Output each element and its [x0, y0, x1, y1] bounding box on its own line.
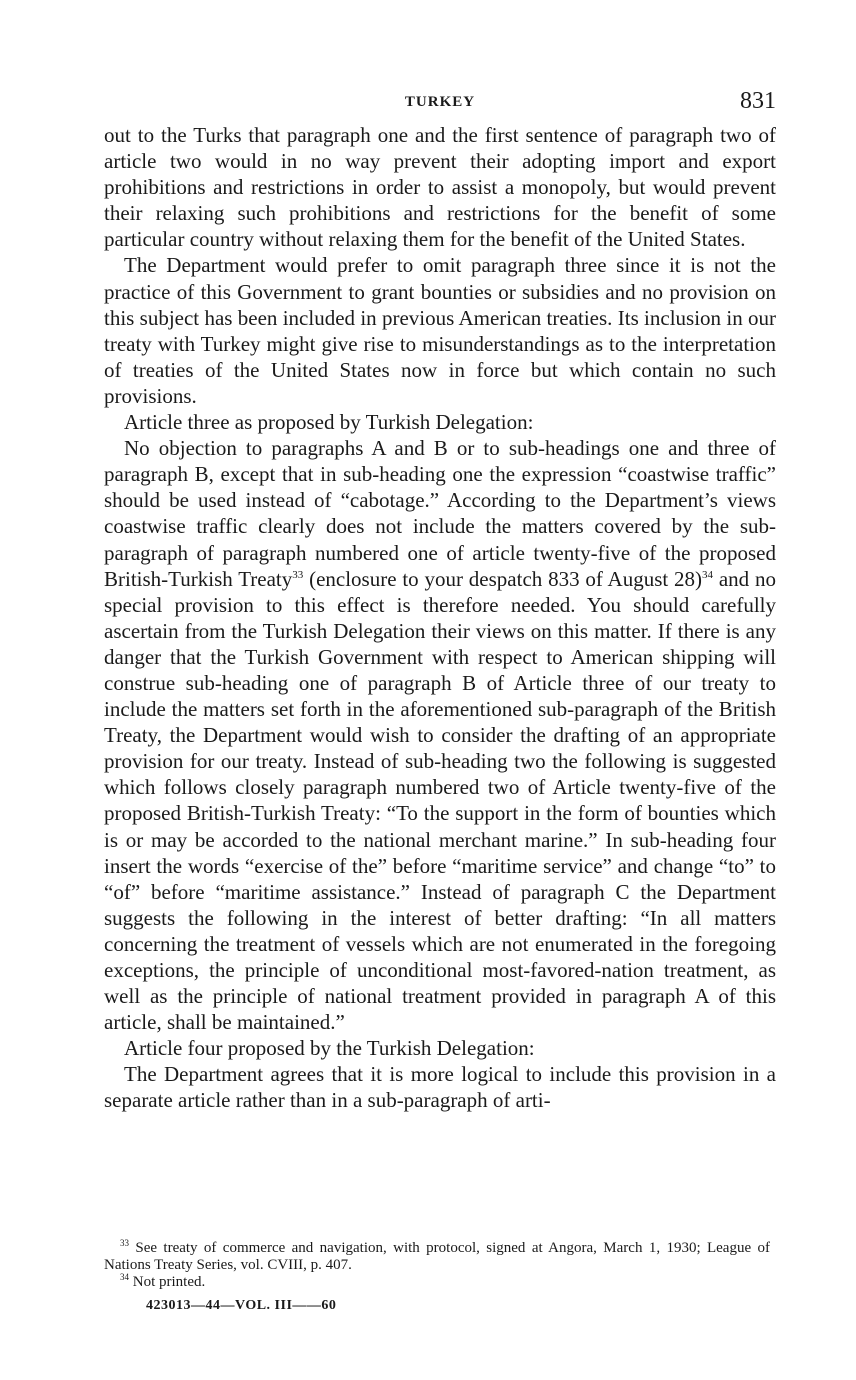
footnote-ref-34: 34: [702, 568, 714, 581]
footnote-34-text: Not printed.: [129, 1274, 206, 1290]
paragraph-paragraph-three: The Department would prefer to omit paragraph three since it is not the practice of this Government to grant bounties or subsidies and no provision on this subject has been included in previous American treaties. Its inclusion in our treaty with Turkey might give rise to misunderstandings as to the interpretation of treaties of the United States now in force but which contain no such provisions.: [104, 253, 776, 408]
footnote-33: [104, 1240, 770, 1274]
paragraph-article-four-heading: Article four proposed by the Turkish Delegation:: [124, 1036, 535, 1061]
running-head: TURKEY: [404, 94, 476, 110]
footnote-34: [104, 1274, 770, 1291]
paragraph-continuation: out to the Turks that paragraph one and the first sentence of paragraph two of article two would in no way prevent their adopting import and export prohibitions and restrictions in order to assist a monopoly, but would prevent their relaxing such prohibitions and restrictions for the benefit of some particular country without relaxing them for the benefit of the United States.: [104, 123, 776, 252]
article-three-text-part-1: No objection to paragraphs A and B or to sub-headings one and three of paragraph B, except that in sub-heading one the expression “coastwise traffic” should be used instead of “cabotage.” According to the Department’s views coastwise traffic clearly does not include the matters covered by the sub-paragraph of paragraph numbered one of article twenty-five of the proposed British-Turkish Treaty: [104, 436, 776, 591]
paragraph-article-three-body: [104, 435, 776, 1035]
body-text: [104, 122, 776, 1114]
page-header: [104, 88, 776, 122]
footnote-marker-34: 34: [120, 1272, 129, 1282]
page-number: 831: [740, 88, 776, 114]
article-three-text-part-2: (enclosure to your despatch 833 of August 28): [303, 566, 703, 591]
footnote-ref-33: 33: [292, 568, 304, 581]
article-three-text-part-3: and no special provision to this effect is therefore needed. You should carefully ascertain from the Turkish Delegation their views on this matter. If there is any danger that the Turkish Government with respect to American shipping will construe sub-heading one of paragraph B of Article three of our treaty to include the matters set forth in the aforementioned sub-paragraph of the British Treaty, the Department would wish to consider the drafting of an appropriate provision for our treaty. Instead of sub-heading two the following is suggested which follows closely paragraph numbered two of Article twenty-five of the proposed British-Turkish Treaty: “To the support in the form of bounties which is or may be accorded to the national merchant marine.” In sub-heading four insert the words “exercise of the” before “maritime service” and change “to” to “of” before “maritime assistance.” Instead of paragraph C the Department suggests the following in the interest of better drafting: “In all matters concerning the treatment of vessels which are not enumerated in the foregoing exceptions, the principle of unconditional most-favored-nation treatment, as well as the principle of national treatment provided in paragraph A of this article, shall be maintained.”: [104, 566, 776, 1035]
paragraph-article-three-heading: Article three as proposed by Turkish Delegation:: [124, 410, 534, 435]
footnote-33-text: See treaty of commerce and navigation, with protocol, signed at Angora, March 1, 1930; League of Nations Treaty Series, vol. CVIII, p. 407.: [104, 1240, 770, 1273]
document-page: [104, 88, 776, 1114]
footnotes: [104, 1240, 770, 1291]
print-code: 423013—44—VOL. III——60: [146, 1298, 337, 1313]
paragraph-article-four-body: The Department agrees that it is more logical to include this provision in a separate article rather than in a sub-paragraph of arti-: [104, 1062, 776, 1113]
footnote-marker-33: 33: [120, 1238, 129, 1248]
